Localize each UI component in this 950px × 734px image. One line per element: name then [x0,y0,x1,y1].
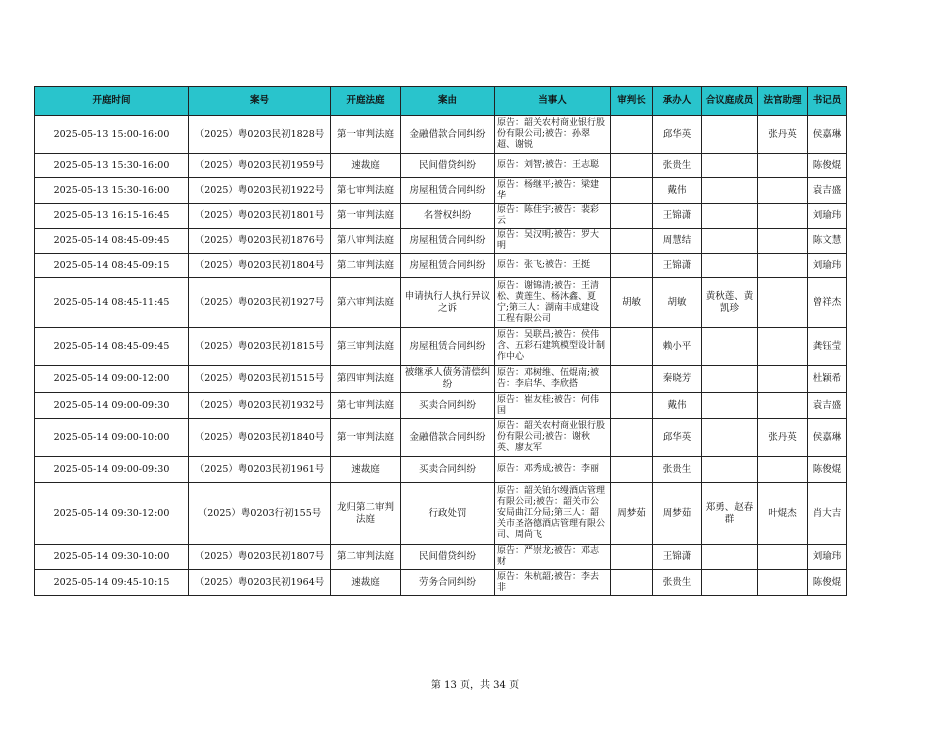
table-row [35,116,847,154]
presiding-judge-cell [611,419,653,457]
judge-assistant-cell [758,154,808,178]
cause-cell: 房屋租赁合同纠纷 [401,254,495,278]
clerk-cell: 陈俊焜 [808,570,847,596]
table-body [35,116,847,596]
case-number-cell: （2025）粤0203民初1876号 [189,229,331,254]
hearing-time-cell: 2025-05-14 09:00-09:30 [35,457,189,483]
case-number-cell: （2025）粤0203民初1828号 [189,116,331,154]
case-number-cell: （2025）粤0203民初1807号 [189,545,331,570]
header-case-number: 案号 [189,87,331,116]
handler-cell: 胡敏 [653,278,702,328]
hearing-time-cell: 2025-05-14 09:00-09:30 [35,393,189,419]
courtroom-cell: 第二审判法庭 [331,545,401,570]
panel-members-cell [702,178,758,204]
header-clerk: 书记员 [808,87,847,116]
hearing-time-cell: 2025-05-14 09:00-10:00 [35,419,189,457]
parties-cell: 原告：邓秀成;被告：李丽 [495,457,611,483]
clerk-cell: 刘瑜玮 [808,204,847,229]
table-row [35,545,847,570]
judge-assistant-cell [758,570,808,596]
table-row [35,154,847,178]
cause-cell: 金融借款合同纠纷 [401,419,495,457]
hearing-time-cell: 2025-05-14 09:30-12:00 [35,483,189,545]
judge-assistant-cell [758,204,808,229]
table-row [35,178,847,204]
handler-cell: 邱华英 [653,419,702,457]
hearing-time-cell: 2025-05-13 15:30-16:00 [35,178,189,204]
table-row [35,483,847,545]
clerk-cell: 曾祥杰 [808,278,847,328]
judge-assistant-cell: 张丹英 [758,116,808,154]
table-row [35,204,847,229]
parties-cell: 原告：杨继平;被告：梁建华 [495,178,611,204]
parties-cell: 原告：吴联昌;被告：侯伟含、五彩石建筑模型设计制作中心 [495,328,611,366]
cause-cell: 名誉权纠纷 [401,204,495,229]
header-courtroom: 开庭法庭 [331,87,401,116]
case-number-cell: （2025）粤0203民初1801号 [189,204,331,229]
panel-members-cell [702,366,758,393]
panel-members-cell [702,254,758,278]
courtroom-cell: 龙归第二审判法庭 [331,483,401,545]
hearing-time-cell: 2025-05-14 08:45-09:45 [35,229,189,254]
cause-cell: 民间借贷纠纷 [401,154,495,178]
presiding-judge-cell [611,570,653,596]
judge-assistant-cell [758,545,808,570]
parties-cell: 原告：邓树维、伍焜南;被告：李启华、李欣搭 [495,366,611,393]
courtroom-cell: 第四审判法庭 [331,366,401,393]
cause-cell: 买卖合同纠纷 [401,393,495,419]
hearing-time-cell: 2025-05-13 15:00-16:00 [35,116,189,154]
courtroom-cell: 第七审判法庭 [331,178,401,204]
handler-cell: 秦晓芳 [653,366,702,393]
header-row [35,87,847,116]
cause-cell: 被继承人债务清偿纠纷 [401,366,495,393]
case-number-cell: （2025）粤0203民初1961号 [189,457,331,483]
case-number-cell: （2025）粤0203民初1964号 [189,570,331,596]
courtroom-cell: 第二审判法庭 [331,254,401,278]
handler-cell: 邱华英 [653,116,702,154]
parties-cell: 原告：陈佳宇;被告：裴彩云 [495,204,611,229]
courtroom-cell: 速裁庭 [331,154,401,178]
header-hearing-time: 开庭时间 [35,87,189,116]
judge-assistant-cell: 张丹英 [758,419,808,457]
clerk-cell: 陈文慧 [808,229,847,254]
handler-cell: 王锦潇 [653,545,702,570]
clerk-cell: 袁吉盛 [808,393,847,419]
courtroom-cell: 速裁庭 [331,457,401,483]
handler-cell: 王锦潇 [653,254,702,278]
hearing-schedule-table [34,86,847,596]
cause-cell: 行政处罚 [401,483,495,545]
cause-cell: 房屋租赁合同纠纷 [401,328,495,366]
panel-members-cell [702,393,758,419]
clerk-cell: 侯嘉琳 [808,419,847,457]
handler-cell: 赖小平 [653,328,702,366]
presiding-judge-cell [611,328,653,366]
table-row [35,278,847,328]
header-parties: 当事人 [495,87,611,116]
table-row [35,419,847,457]
handler-cell: 张贵生 [653,154,702,178]
parties-cell: 原告：吴汉明;被告：罗大明 [495,229,611,254]
panel-members-cell: 黄秋莲、黄凯珍 [702,278,758,328]
cause-cell: 房屋租赁合同纠纷 [401,178,495,204]
panel-members-cell [702,154,758,178]
presiding-judge-cell [611,204,653,229]
courtroom-cell: 第一审判法庭 [331,116,401,154]
panel-members-cell [702,328,758,366]
parties-cell: 原告：谢锦清;被告：王清松、黄莲生、杨沐鑫、夏宁;第三人：湖南丰成建设工程有限公司 [495,278,611,328]
presiding-judge-cell [611,545,653,570]
table-row [35,229,847,254]
cause-cell: 房屋租赁合同纠纷 [401,229,495,254]
presiding-judge-cell: 周梦茹 [611,483,653,545]
case-number-cell: （2025）粤0203民初1959号 [189,154,331,178]
panel-members-cell: 郑勇、赵春群 [702,483,758,545]
courtroom-cell: 第一审判法庭 [331,204,401,229]
courtroom-cell: 第七审判法庭 [331,393,401,419]
handler-cell: 王锦潇 [653,204,702,229]
cause-cell: 劳务合同纠纷 [401,570,495,596]
parties-cell: 原告：刘智;被告：王志聪 [495,154,611,178]
clerk-cell: 刘瑜玮 [808,545,847,570]
header-presiding-judge: 审判长 [611,87,653,116]
presiding-judge-cell [611,393,653,419]
clerk-cell: 刘瑜玮 [808,254,847,278]
presiding-judge-cell [611,254,653,278]
clerk-cell: 杜颖希 [808,366,847,393]
handler-cell: 戴伟 [653,178,702,204]
clerk-cell: 肖大吉 [808,483,847,545]
panel-members-cell [702,204,758,229]
courtroom-cell: 第一审判法庭 [331,419,401,457]
table-row [35,254,847,278]
case-number-cell: （2025）粤0203民初1815号 [189,328,331,366]
parties-cell: 原告：严崇龙;被告：邓志财 [495,545,611,570]
cause-cell: 金融借款合同纠纷 [401,116,495,154]
handler-cell: 周梦茹 [653,483,702,545]
hearing-time-cell: 2025-05-14 09:00-12:00 [35,366,189,393]
case-number-cell: （2025）粤0203民初1515号 [189,366,331,393]
clerk-cell: 袁吉盛 [808,178,847,204]
clerk-cell: 侯嘉琳 [808,116,847,154]
parties-cell: 原告：张飞;被告：王挺 [495,254,611,278]
panel-members-cell [702,570,758,596]
case-number-cell: （2025）粤0203民初1932号 [189,393,331,419]
clerk-cell: 陈俊焜 [808,154,847,178]
panel-members-cell [702,545,758,570]
presiding-judge-cell [611,457,653,483]
handler-cell: 周慧结 [653,229,702,254]
clerk-cell: 龚钰莹 [808,328,847,366]
judge-assistant-cell [758,393,808,419]
case-number-cell: （2025）粤0203民初1922号 [189,178,331,204]
judge-assistant-cell [758,254,808,278]
table-row [35,393,847,419]
header-judge-assistant: 法官助理 [758,87,808,116]
hearing-time-cell: 2025-05-13 16:15-16:45 [35,204,189,229]
parties-cell: 原告：朱杭韶;被告：李去非 [495,570,611,596]
parties-cell: 原告：韶关农村商业银行股份有限公司;被告：孙翠超、谢锐 [495,116,611,154]
case-number-cell: （2025）粤0203民初1927号 [189,278,331,328]
panel-members-cell [702,229,758,254]
courtroom-cell: 第八审判法庭 [331,229,401,254]
courtroom-cell: 第六审判法庭 [331,278,401,328]
parties-cell: 原告：韶关铂尔缦酒店管理有限公司;被告：韶关市公安局曲江分局;第三人：韶关市圣洛德酒店管理有限公司、周尚飞 [495,483,611,545]
judge-assistant-cell [758,229,808,254]
clerk-cell: 陈俊焜 [808,457,847,483]
judge-assistant-cell: 叶焜杰 [758,483,808,545]
presiding-judge-cell [611,116,653,154]
table-row [35,457,847,483]
presiding-judge-cell [611,178,653,204]
parties-cell: 原告：崔友桂;被告：何伟国 [495,393,611,419]
hearing-time-cell: 2025-05-14 08:45-11:45 [35,278,189,328]
table-row [35,366,847,393]
case-number-cell: （2025）粤0203民初1804号 [189,254,331,278]
table-row [35,328,847,366]
cause-cell: 民间借贷纠纷 [401,545,495,570]
presiding-judge-cell [611,229,653,254]
hearing-time-cell: 2025-05-14 08:45-09:45 [35,328,189,366]
header-panel-members: 合议庭成员 [702,87,758,116]
hearing-time-cell: 2025-05-14 09:30-10:00 [35,545,189,570]
presiding-judge-cell [611,154,653,178]
cause-cell: 买卖合同纠纷 [401,457,495,483]
table-row [35,570,847,596]
parties-cell: 原告：韶关农村商业银行股份有限公司;被告：谢秋英、廖友军 [495,419,611,457]
judge-assistant-cell [758,366,808,393]
presiding-judge-cell: 胡敏 [611,278,653,328]
handler-cell: 张贵生 [653,457,702,483]
judge-assistant-cell [758,328,808,366]
handler-cell: 张贵生 [653,570,702,596]
panel-members-cell [702,419,758,457]
case-number-cell: （2025）粤0203民初1840号 [189,419,331,457]
courtroom-cell: 速裁庭 [331,570,401,596]
case-number-cell: （2025）粤0203行初155号 [189,483,331,545]
panel-members-cell [702,116,758,154]
panel-members-cell [702,457,758,483]
judge-assistant-cell [758,457,808,483]
header-cause: 案由 [401,87,495,116]
hearing-time-cell: 2025-05-14 09:45-10:15 [35,570,189,596]
cause-cell: 申请执行人执行异议之诉 [401,278,495,328]
judge-assistant-cell [758,278,808,328]
courtroom-cell: 第三审判法庭 [331,328,401,366]
hearing-time-cell: 2025-05-13 15:30-16:00 [35,154,189,178]
presiding-judge-cell [611,366,653,393]
handler-cell: 戴伟 [653,393,702,419]
hearing-time-cell: 2025-05-14 08:45-09:15 [35,254,189,278]
page-footer: 第 13 页，共 34 页 [430,680,520,691]
judge-assistant-cell [758,178,808,204]
header-handler: 承办人 [653,87,702,116]
